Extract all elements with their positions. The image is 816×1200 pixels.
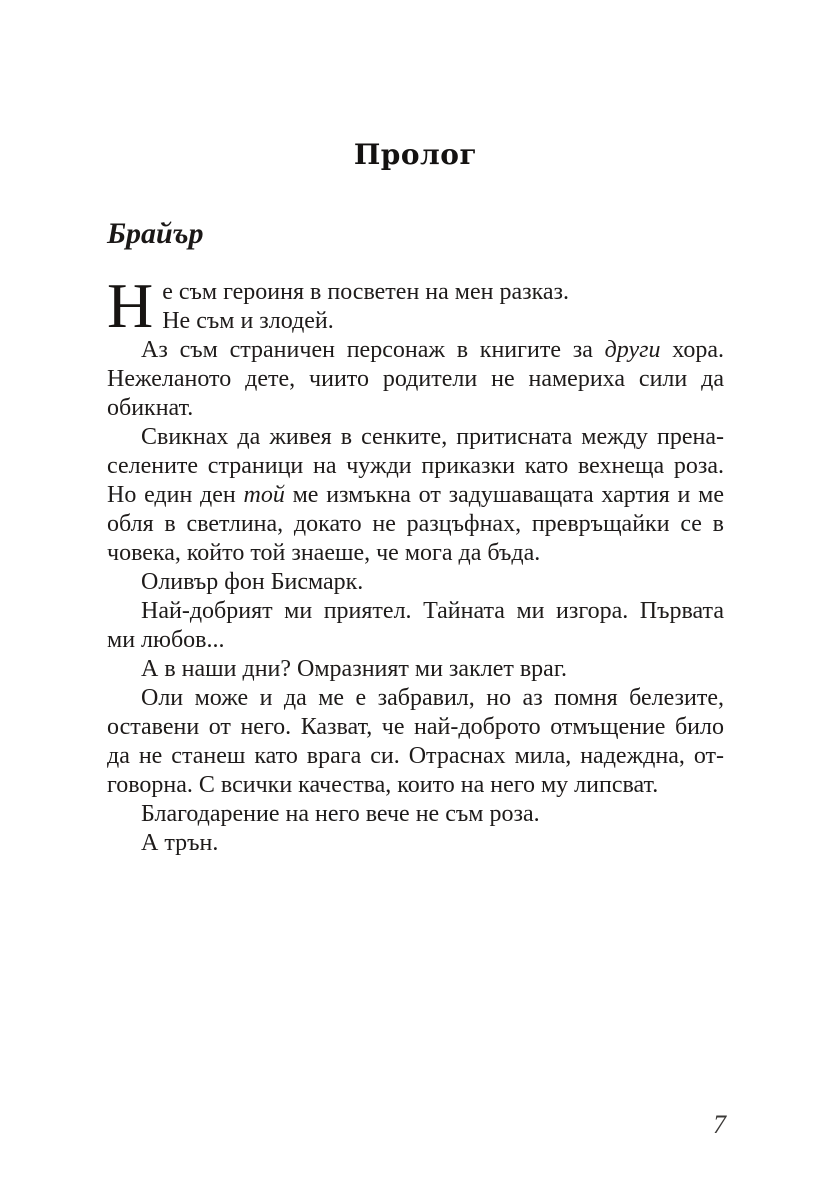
chapter-title: Пролог	[353, 138, 478, 171]
text-run: Аз съм страничен персонаж в книгите за	[141, 336, 605, 363]
paragraph	[107, 423, 724, 568]
text-run: Най-добрият ми приятел. Тайната ми изгора. Първата ми любов...	[107, 597, 724, 653]
text-run: Не съм и злодей.	[162, 307, 334, 334]
text-run: Благодарение на него вече не съм роза.	[141, 800, 540, 827]
text-run: А в наши дни? Омразният ми заклет враг.	[141, 655, 567, 682]
body-text	[107, 269, 724, 858]
paragraph	[107, 655, 724, 684]
text-run: е съм героиня в посветен на мен разказ.	[162, 278, 570, 305]
text-run: Оливър фон Бисмарк.	[141, 568, 364, 595]
text-run: А трън.	[141, 829, 219, 856]
paragraph	[107, 684, 724, 800]
text-run: Оли може и да ме е забравил, но аз помня белезите, оставени от него. Казват, че най-доброто отмъщение било да не станеш като врага си. Отраснах мила, надеждна, отговорна. С всички качества, които на него му липсват.	[107, 684, 724, 798]
text-run: хора. Нежеланото дете, чиито родители не намериха сили да обикнат.	[107, 336, 724, 421]
paragraph	[107, 800, 724, 829]
pov-character-name: Брайър	[107, 216, 204, 250]
text-run: Свикнах да живея в сенките, притисната между пренаселените страници на чужди приказки като вехнеща роза. Но един ден	[107, 423, 724, 508]
paragraph	[107, 829, 724, 858]
page-number: 7	[713, 1110, 726, 1139]
paragraph	[107, 269, 724, 341]
text-run: ме измъкна от задушаващата хартия и ме обля в светлина, докато не разцъфнах, превръщайки се в човека, който той знаеше, че мога да бъда.	[107, 481, 724, 566]
emphasized-text: други	[604, 336, 661, 363]
drop-cap: Н	[107, 269, 154, 341]
paragraph	[107, 336, 724, 423]
paragraph	[107, 568, 724, 597]
paragraph	[107, 597, 724, 655]
emphasized-text: той	[243, 481, 285, 508]
